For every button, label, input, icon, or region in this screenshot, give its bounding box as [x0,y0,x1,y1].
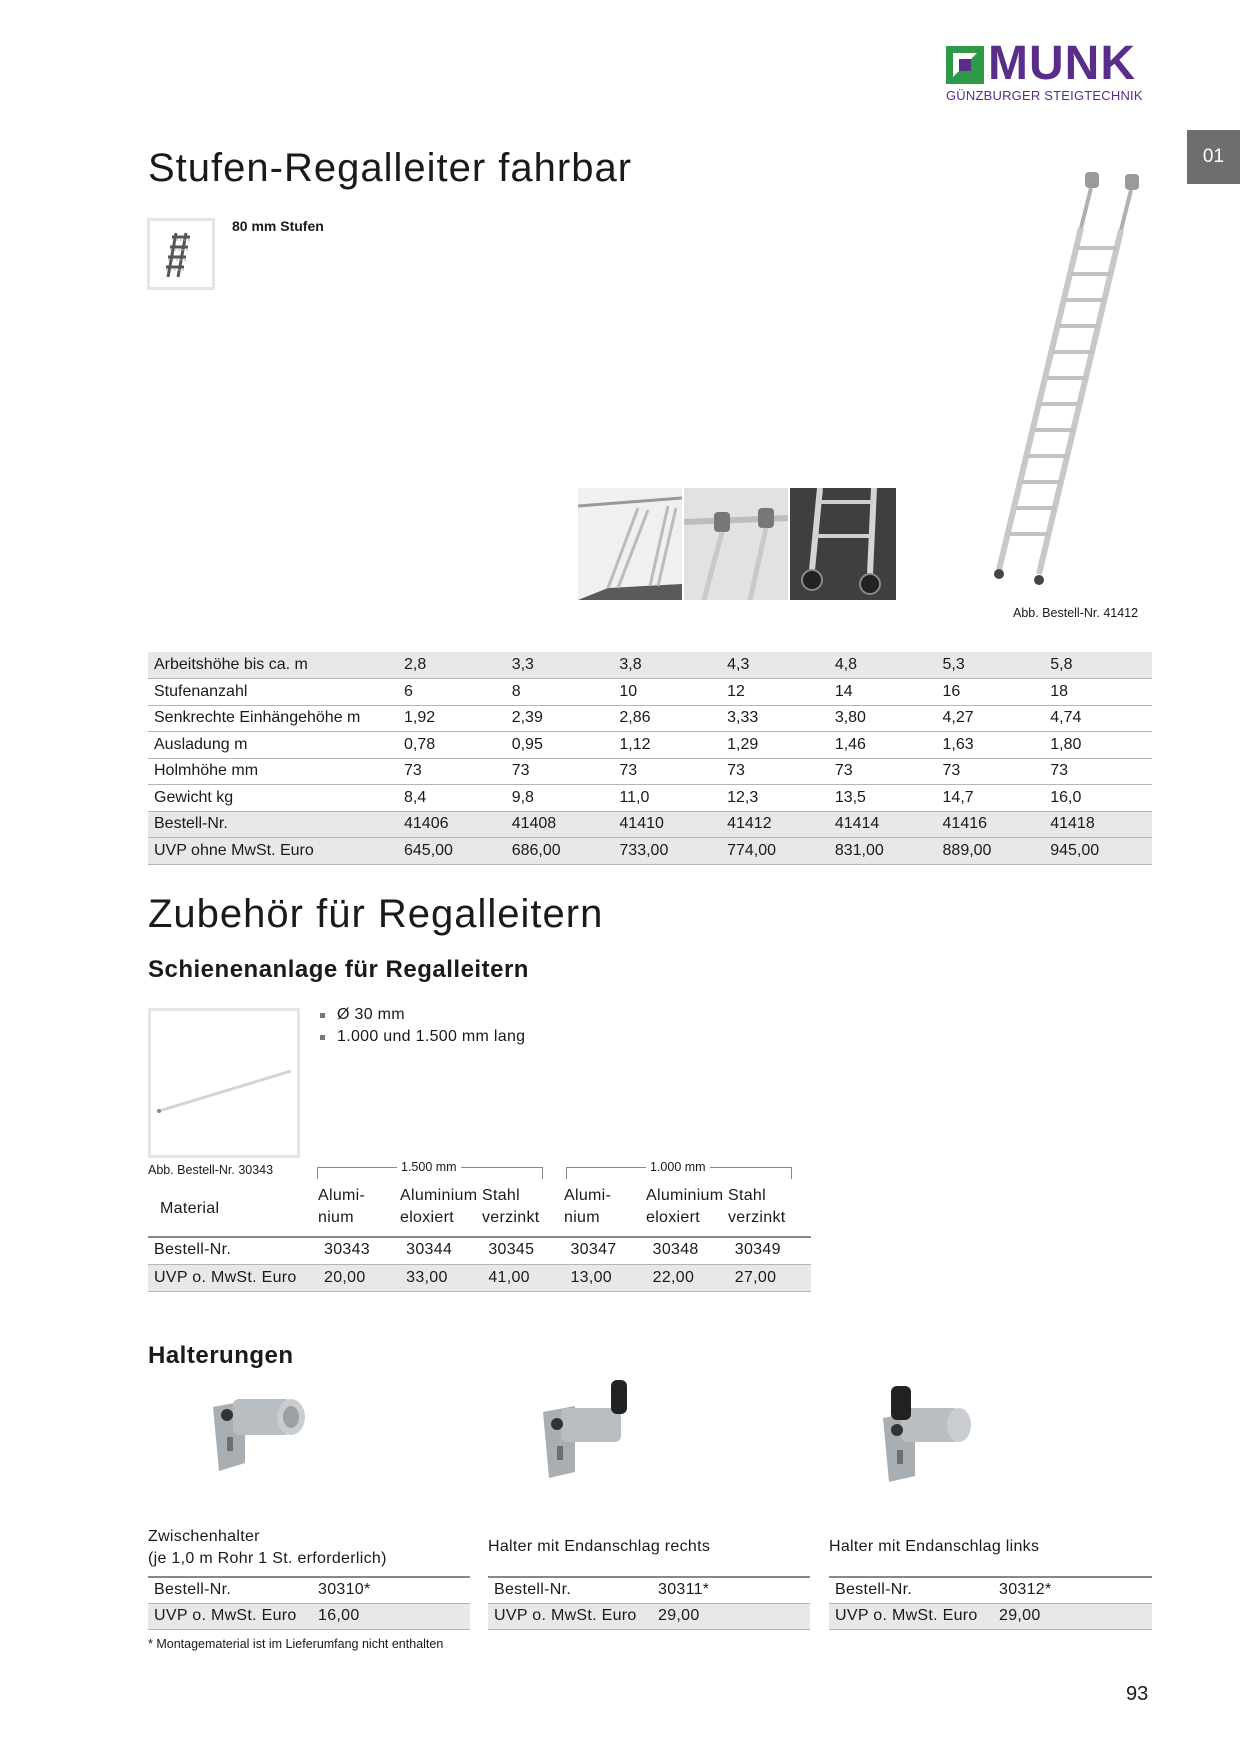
holder-table [148,1577,470,1630]
holder-table [829,1577,1152,1630]
table-row [148,1264,811,1291]
holder-image-left [875,1378,985,1490]
material-cell: Alumi- nium [564,1187,612,1226]
rail-image-caption: Abb. Bestell-Nr. 30343 [148,1163,274,1177]
cell: 774,00 [721,838,829,865]
holder-name: Halter mit Endanschlag rechts [488,1538,711,1555]
row-label: Senkrechte Einhängehöhe m [148,705,398,732]
cell: 1,63 [937,732,1045,759]
accessories-title: Zubehör für Regalleitern [148,892,604,936]
cell: 18 [1044,679,1152,706]
cell: 20,00 [318,1264,400,1291]
table-row [148,838,1152,865]
cell: 2,39 [506,705,614,732]
bullet-text: Ø 30 mm [337,1006,405,1023]
cell: 14,7 [937,785,1045,812]
page-number: 93 [1126,1683,1149,1705]
cell: 73 [398,758,506,785]
row-label: Bestell-Nr. [488,1577,652,1603]
cell: 73 [1044,758,1152,785]
cell: 5,8 [1044,652,1152,679]
cell: 27,00 [729,1264,811,1291]
cell: 4,3 [721,652,829,679]
list-item [318,1026,525,1048]
holder-name: Halter mit Endanschlag links [829,1538,1040,1555]
cell: 3,3 [506,652,614,679]
cell: 41418 [1044,811,1152,838]
cell: 30347 [564,1237,646,1264]
cell: 12 [721,679,829,706]
step-label: 80 mm Stufen [232,218,324,234]
material-cell: Aluminium eloxiert [646,1187,724,1226]
cell: 831,00 [829,838,937,865]
cell: 2,8 [398,652,506,679]
table-row [829,1577,1152,1603]
table-row [488,1577,810,1603]
table-row [148,1237,811,1264]
group-label-1000: 1.000 mm [646,1160,710,1174]
table-row [148,705,1152,732]
footnote: * Montagematerial ist im Lieferumfang nicht enthalten [148,1637,444,1651]
holder-name: Zwischenhalter (je 1,0 m Rohr 1 St. erforderlich) [148,1528,387,1567]
row-label: Arbeitshöhe bis ca. m [148,652,398,679]
step-ladder-icon [147,218,215,290]
cell: 11,0 [613,785,721,812]
cell: 12,3 [721,785,829,812]
row-label: UVP ohne MwSt. Euro [148,838,398,865]
cell: 13,00 [564,1264,646,1291]
cell: 41414 [829,811,937,838]
cell: 73 [613,758,721,785]
row-label: Bestell-Nr. [148,1577,312,1603]
table-row [148,811,1152,838]
table-row [148,1577,470,1603]
detail-photo-hook [684,488,788,600]
cell: 73 [937,758,1045,785]
bullet-text: 1.000 und 1.500 mm lang [337,1028,526,1045]
cell: 8,4 [398,785,506,812]
cell: 14 [829,679,937,706]
cell: 41406 [398,811,506,838]
cell: 3,33 [721,705,829,732]
table-row [829,1603,1152,1629]
cell: 1,12 [613,732,721,759]
cell: 13,5 [829,785,937,812]
cell: 41408 [506,811,614,838]
cell: 4,27 [937,705,1045,732]
material-cell: Aluminium eloxiert [400,1187,478,1226]
holder-image-intermediate [205,1385,315,1485]
cell: 733,00 [613,838,721,865]
row-label: UVP o. MwSt. Euro [148,1264,318,1291]
cell: 1,46 [829,732,937,759]
rail-subtitle: Schienenanlage für Regalleitern [148,956,529,983]
table-row [148,758,1152,785]
cell: 645,00 [398,838,506,865]
cell: 41412 [721,811,829,838]
table-row [148,732,1152,759]
row-label: Bestell-Nr. [148,811,398,838]
brand-subtitle: GÜNZBURGER STEIGTECHNIK [946,88,1143,103]
list-item [318,1004,525,1026]
row-label: Stufenanzahl [148,679,398,706]
cell: 1,29 [721,732,829,759]
cell: 73 [721,758,829,785]
munk-logo [946,37,1156,108]
cell: 4,8 [829,652,937,679]
cell: 889,00 [937,838,1045,865]
bullet-icon [320,1013,325,1018]
product-title: Stufen-Regalleiter fahrbar [148,146,633,190]
cell: 30310* [312,1577,470,1603]
cell: 30343 [318,1237,400,1264]
detail-photo-rail [578,488,682,600]
group-label-1500: 1.500 mm [397,1160,461,1174]
ladder-image [985,170,1145,594]
table-row [148,679,1152,706]
row-label: UVP o. MwSt. Euro [488,1603,652,1629]
cell: 30311* [652,1577,810,1603]
cell: 41416 [937,811,1045,838]
cell: 9,8 [506,785,614,812]
material-cell: Stahl verzinkt [482,1187,540,1226]
cell: 33,00 [400,1264,482,1291]
cell: 30312* [993,1577,1152,1603]
cell: 16,0 [1044,785,1152,812]
cell: 16 [937,679,1045,706]
cell: 6 [398,679,506,706]
cell: 73 [829,758,937,785]
rail-image [148,1008,300,1158]
cell: 5,3 [937,652,1045,679]
chapter-tab[interactable]: 01 [1187,130,1240,184]
brand-name: MUNK [988,37,1136,90]
row-label: Gewicht kg [148,785,398,812]
cell: 0,78 [398,732,506,759]
table-row [148,652,1152,679]
table-row [148,785,1152,812]
munk-logo-mark-icon [946,46,984,84]
table-row [148,1603,470,1629]
bullet-icon [320,1035,325,1040]
cell: 686,00 [506,838,614,865]
cell: 30344 [400,1237,482,1264]
material-cell: Alumi- nium [318,1187,366,1226]
cell: 41410 [613,811,721,838]
cell: 2,86 [613,705,721,732]
cell: 16,00 [312,1603,470,1629]
cell: 945,00 [1044,838,1152,865]
cell: 30349 [729,1237,811,1264]
holder-table [488,1577,810,1630]
cell: 3,8 [613,652,721,679]
row-label: Bestell-Nr. [148,1237,318,1264]
cell: 41,00 [482,1264,564,1291]
cell: 30348 [647,1237,729,1264]
row-label: Bestell-Nr. [829,1577,993,1603]
cell: 8 [506,679,614,706]
cell: 1,80 [1044,732,1152,759]
row-label: Holmhöhe mm [148,758,398,785]
cell: 29,00 [652,1603,810,1629]
cell: 29,00 [993,1603,1152,1629]
row-label: UVP o. MwSt. Euro [148,1603,312,1629]
rail-table [148,1237,811,1292]
holders-subtitle: Halterungen [148,1342,294,1369]
product-image-caption: Abb. Bestell-Nr. 41412 [1013,606,1139,620]
cell: 0,95 [506,732,614,759]
detail-photo-wheels [790,488,896,600]
cell: 1,92 [398,705,506,732]
material-label: Material [160,1200,220,1217]
cell: 73 [506,758,614,785]
spec-table [148,652,1152,865]
rail-bullet-list [318,1004,525,1048]
material-cell: Stahl verzinkt [728,1187,786,1226]
holder-image-right [535,1378,645,1490]
cell: 30345 [482,1237,564,1264]
cell: 3,80 [829,705,937,732]
row-label: Ausladung m [148,732,398,759]
table-row [488,1603,810,1629]
row-label: UVP o. MwSt. Euro [829,1603,993,1629]
cell: 10 [613,679,721,706]
cell: 22,00 [647,1264,729,1291]
cell: 4,74 [1044,705,1152,732]
